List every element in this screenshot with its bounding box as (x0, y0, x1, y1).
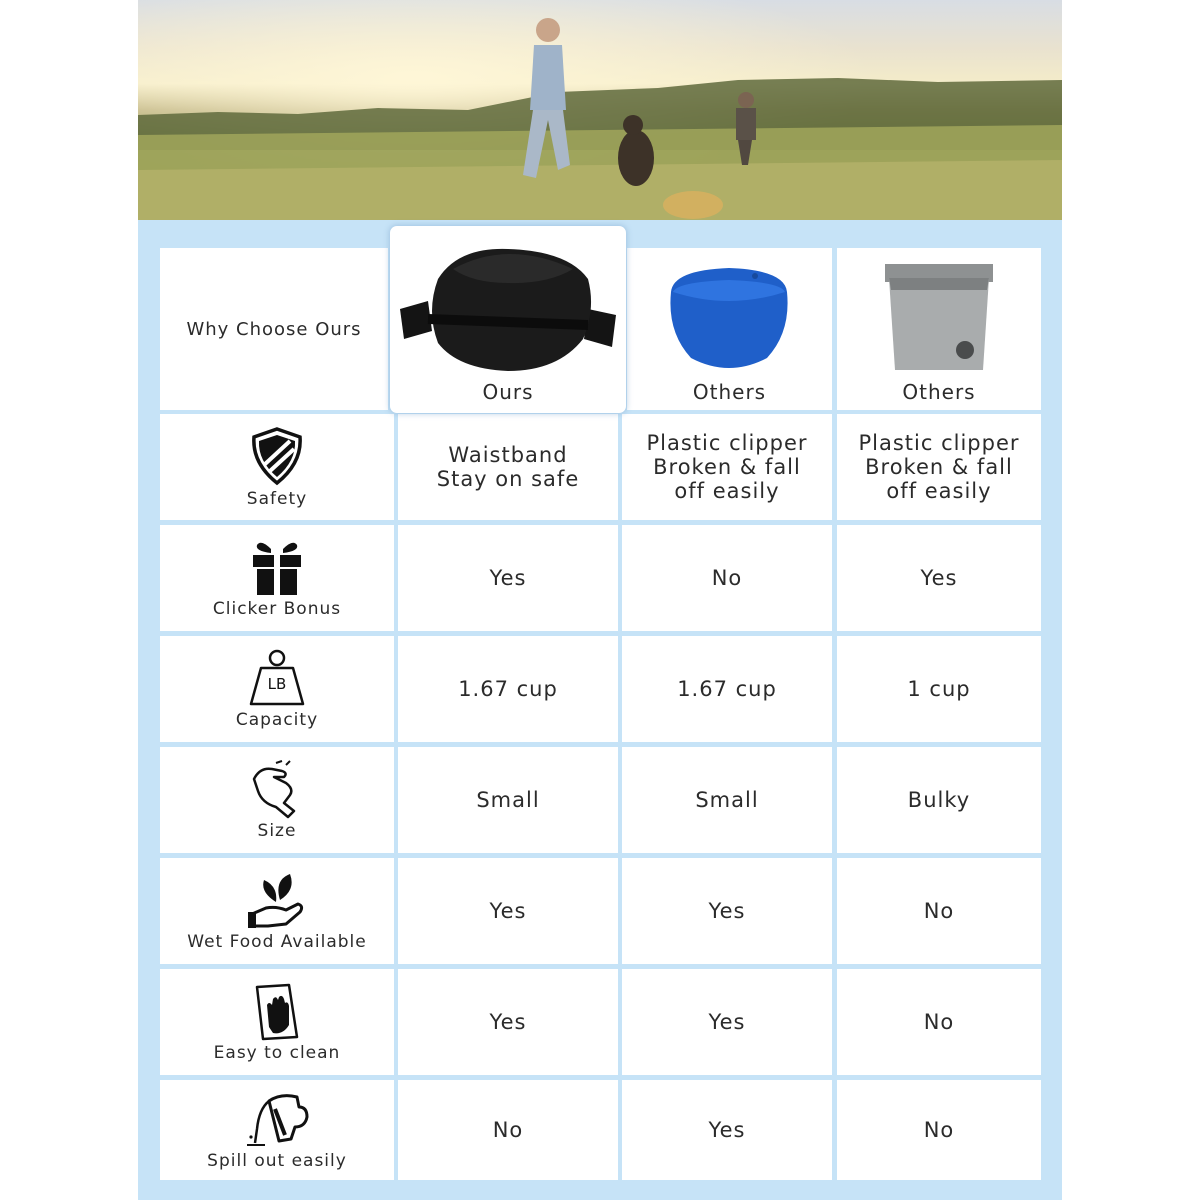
value-cell (398, 1080, 618, 1180)
value-cell (837, 525, 1041, 631)
value-text: Plastic clipper Broken & fall off easily (858, 431, 1020, 503)
value-text: Waistband Stay on safe (436, 443, 580, 491)
column-label-others-2: Others (902, 380, 976, 404)
value-cell (837, 969, 1041, 1075)
column-label-others-1: Others (692, 380, 767, 404)
weight-icon (245, 648, 309, 708)
gift-icon (249, 537, 305, 597)
value-text: Yes (489, 566, 527, 590)
value-cell (622, 747, 832, 853)
value-text: 1.67 cup (677, 677, 777, 701)
value-cell (837, 636, 1041, 742)
feature-size (160, 747, 394, 853)
header-ours (393, 229, 623, 410)
value-text: Small (695, 788, 759, 812)
feature-label: Capacity (235, 710, 319, 730)
gray-fabric-pouch-image (879, 260, 999, 375)
feature-label: Easy to clean (213, 1043, 341, 1063)
hand-wipe-icon (247, 981, 307, 1041)
value-text: Bulky (907, 788, 971, 812)
value-cell (837, 414, 1041, 520)
value-text: Plastic clipper Broken & fall off easily (646, 431, 808, 503)
value-text: 1.67 cup (458, 677, 558, 701)
value-text: Yes (489, 899, 527, 923)
feature-label: Spill out easily (207, 1151, 347, 1171)
feature-label: Size (257, 821, 297, 841)
value-cell (398, 636, 618, 742)
why-choose-label: Why Choose Ours (186, 318, 362, 340)
feature-spill (160, 1080, 394, 1180)
header-others-2 (837, 248, 1041, 410)
value-cell (622, 858, 832, 964)
feature-wet-food (160, 858, 394, 964)
value-cell (837, 747, 1041, 853)
value-text: Yes (489, 1010, 527, 1034)
value-text: Yes (708, 1010, 746, 1034)
feature-clicker-bonus (160, 525, 394, 631)
weight-icon-text: LB (267, 675, 287, 693)
hand-pinch-icon (246, 759, 308, 819)
value-cell (398, 969, 618, 1075)
value-text: Small (476, 788, 540, 812)
value-text: No (923, 1118, 955, 1142)
pitcher-spill-icon (241, 1089, 313, 1149)
feature-easy-clean (160, 969, 394, 1075)
value-cell (837, 1080, 1041, 1180)
value-text: Yes (920, 566, 958, 590)
feature-capacity (160, 636, 394, 742)
value-cell (398, 858, 618, 964)
value-text: No (923, 1010, 955, 1034)
value-cell (398, 747, 618, 853)
value-cell (837, 858, 1041, 964)
value-text: Yes (708, 1118, 746, 1142)
value-cell (622, 969, 832, 1075)
value-cell (622, 1080, 832, 1180)
value-cell (398, 414, 618, 520)
value-text: 1 cup (907, 677, 971, 701)
value-cell (622, 636, 832, 742)
feature-safety (160, 414, 394, 520)
value-cell (398, 525, 618, 631)
value-cell (622, 414, 832, 520)
feature-label: Safety (246, 489, 308, 509)
value-text: No (492, 1118, 524, 1142)
hand-leaves-icon (246, 870, 308, 930)
hero-photo (138, 0, 1062, 220)
column-label-ours: Ours (482, 380, 534, 404)
header-others-1 (627, 248, 832, 410)
value-text: Yes (708, 899, 746, 923)
shield-icon (246, 425, 308, 487)
blue-silicone-pouch-image (659, 262, 799, 372)
feature-label: Clicker Bonus (212, 599, 342, 619)
black-treat-pouch-image (398, 239, 618, 379)
value-text: No (923, 899, 955, 923)
value-cell (622, 525, 832, 631)
feature-label: Wet Food Available (187, 932, 367, 952)
header-why-choose (160, 248, 388, 410)
value-text: No (711, 566, 743, 590)
